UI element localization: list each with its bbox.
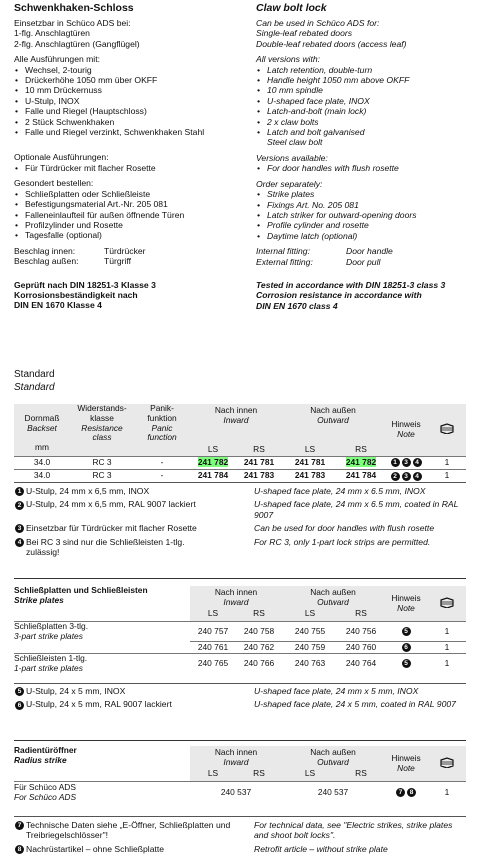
list-item: • Latch retention, double-turn <box>256 65 480 75</box>
list-item: • Daytime latch (optional) <box>256 231 480 241</box>
list-item: • U-Stulp, INOX <box>14 96 242 106</box>
list-item: • Falle und Riegel (Hauptschloss) <box>14 106 242 116</box>
table-row: 240 761 240 762 240 759 240 760 6 1 <box>14 642 466 654</box>
list-item: • Schließplatten oder Schließleiste <box>14 189 242 199</box>
inside-fitting-value: Door handle <box>346 246 393 257</box>
notes-strike: 5 U-Stulp, 24 x 5 mm, INOX U-shaped face plate, 24 mm x 5 mm, INOX 6 U-Stulp, 24 x 5 mm, RAL 9007 lackiert U-shaped face plate, 24 x 5 mm, coated in RAL 9007 <box>14 686 466 710</box>
all-versions-list <box>256 65 480 138</box>
highlighted-article: 241 782 <box>197 457 229 468</box>
list-item: • Tagesfalle (optional) <box>14 230 242 240</box>
tested-de: Geprüft nach DIN 18251-3 Klasse 3 Korrosionsbeständigkeit nach DIN EN 1670 Klasse 4 <box>14 279 156 311</box>
outside-fitting-label: Beschlag außen: <box>14 256 79 267</box>
list-item: • Latch-and-bolt (main lock) <box>256 106 480 116</box>
intro-line: 2-flg. Anschlagtüren (Gangflügel) <box>14 38 140 49</box>
table-row: 34.0 RC 3 - 241 782 241 781 241 781 241 782 1 3 4 1 <box>14 456 466 469</box>
order-separately-label: Gesondert bestellen: <box>14 178 94 189</box>
inside-fitting-value: Türdrücker <box>104 245 146 256</box>
intro-line: Einsetzbar in Schüco ADS bei: <box>14 18 131 28</box>
tested-en: Tested in accordance with DIN 18251-3 class 3 Corrosion resistance in accordance with DIN EN 1670 class 4 <box>256 279 446 311</box>
notes-radius: 7 Technische Daten siehe „E-Öffner, Schließplatten und Treibriegelschlösser"! For technical data, see "Electric strikes, strike plates and shoot bolt locks". 8 Nachrüstartikel – ohne Schließplatte Retrofit article – without strike plate <box>14 820 466 854</box>
lock-table: Dornmaß Backset Widerstands- klasse Resistance class Panik- funktion Panic function Nach innen Inward Nach außen Outward Hinweis Note mm LS RS LS RS 34.0 RC 3 - 241 782 241 781 241 781 241 782 1 3 4 1 34.0 RC 3 - 241 784 241 783 241 783 241 784 2 3 4 1 <box>14 404 466 482</box>
list-item: • 2 Stück Schwenkhaken <box>14 117 242 127</box>
book-icon <box>428 404 466 456</box>
table-row: Schließplatten 3-tlg. 3-part strike plates 240 757 240 758 240 755 240 756 5 1 <box>14 622 466 642</box>
intro-en: Can be used in Schüco ADS for: Single-leaf rebated doors Double-leaf rebated doors (access leaf) <box>256 18 407 49</box>
intro-de <box>14 18 242 49</box>
german-description <box>14 2 242 311</box>
list-item: • 10 mm spindle <box>256 85 480 95</box>
list-item: • Strike plates <box>256 189 480 199</box>
book-icon <box>428 746 466 782</box>
inside-fitting-label: Beschlag innen: <box>14 245 76 256</box>
table-row: 34.0 RC 3 - 241 784 241 783 241 783 241 784 2 3 4 1 <box>14 469 466 482</box>
table-row: Für Schüco ADS For Schüco ADS 240 537 240 537 7 8 1 <box>14 782 466 804</box>
order-separately-list <box>14 189 242 241</box>
optional-label: Versions available: <box>256 152 328 163</box>
book-icon <box>428 586 466 622</box>
list-item: • Für Türdrücker mit flacher Rosette <box>14 163 242 173</box>
outside-fitting-value: Door pull <box>346 256 381 267</box>
all-versions-label: Alle Ausführungen mit: <box>14 54 100 65</box>
inside-fitting-label: Internal fitting: <box>256 246 310 257</box>
list-item: • Drückerhöhe 1050 mm über OKFF <box>14 75 242 85</box>
list-item: • Handle height 1050 mm above OKFF <box>256 75 480 85</box>
list-item: • Profile cylinder and rosette <box>256 220 480 230</box>
all-versions-list <box>14 65 242 138</box>
table-row: Schließleisten 1-tlg. 1-part strike plates 240 765 240 766 240 763 240 764 5 1 <box>14 654 466 674</box>
list-item: • 10 mm Drückernuss <box>14 85 242 95</box>
strike-plates-table: Schließplatten und Schließleisten Strike plates Nach innen Inward Nach außen Outward Hinweis Note LS RS LS RS Schließplatten 3-tlg. 3-part strike plates 240 757 240 758 240 755 240 756 5 1 240 761 240 762 240 759 240 760 6 1 Schließleisten 1-tlg. 1-part strike plates 240 765 240 766 240 763 240 764 5 1 <box>14 586 466 674</box>
outside-fitting-label: External fitting: <box>256 256 313 267</box>
list-item: • For door handles with flush rosette <box>256 163 480 173</box>
title-de: Schwenkhaken-Schloss <box>14 2 134 14</box>
intro-line: 1-flg. Anschlagtüren <box>14 28 90 39</box>
notes-lock: 1 U-Stulp, 24 mm x 6,5 mm, INOX U-shaped face plate, 24 mm x 6.5 mm, INOX 2 U-Stulp, 24 mm x 6,5 mm, RAL 9007 lackiert U-shaped face plate, 24 mm x 6.5 mm, coated in RAL 9007 3 Einsetzbar für Türdrücker mit flacher Rosette Can be used for door handles with flush rosette 4 Bei RC 3 sind nur die Schließleisten 1-tlg. zulässig! For RC 3, only 1-part lock strips are permitted. <box>14 486 466 557</box>
list-item-continuation: Steel claw bolt <box>267 137 323 148</box>
all-versions-label: All versions with: <box>256 54 320 65</box>
list-item: • Fixings Art. No. 205 081 <box>256 200 480 210</box>
outside-fitting-value: Türgriff <box>104 256 132 267</box>
list-item: • 2 x claw bolts <box>256 117 480 127</box>
list-item: • U-shaped face plate, INOX <box>256 96 480 106</box>
list-item: • Profilzylinder und Rosette <box>14 220 242 230</box>
standard-heading: Standard Standard <box>14 369 55 393</box>
radius-strike-table: Radientüröffner Radius strike Nach innen Inward Nach außen Outward Hinweis Note LS RS LS RS Für Schüco ADS For Schüco ADS 240 537 240 537 7 8 1 <box>14 746 466 804</box>
optional-label: Optionale Ausführungen: <box>14 152 109 163</box>
order-separately-list <box>256 189 480 241</box>
list-item: • Befestigungsmaterial Art.-Nr. 205 081 <box>14 199 242 209</box>
list-item: • Falle und Riegel verzinkt, Schwenkhaken Stahl <box>14 127 242 137</box>
order-separately-label: Order separately: <box>256 178 323 189</box>
list-item: • Latch and bolt galvanised <box>256 127 480 137</box>
list-item: • Latch striker for outward-opening doors <box>256 210 480 220</box>
highlighted-article: 241 782 <box>345 457 377 468</box>
title-en: Claw bolt lock <box>256 2 327 14</box>
list-item: • Wechsel, 2-tourig <box>14 65 242 75</box>
list-item: • Falleneinlaufteil für außen öffnende Türen <box>14 210 242 220</box>
english-description <box>256 2 480 311</box>
